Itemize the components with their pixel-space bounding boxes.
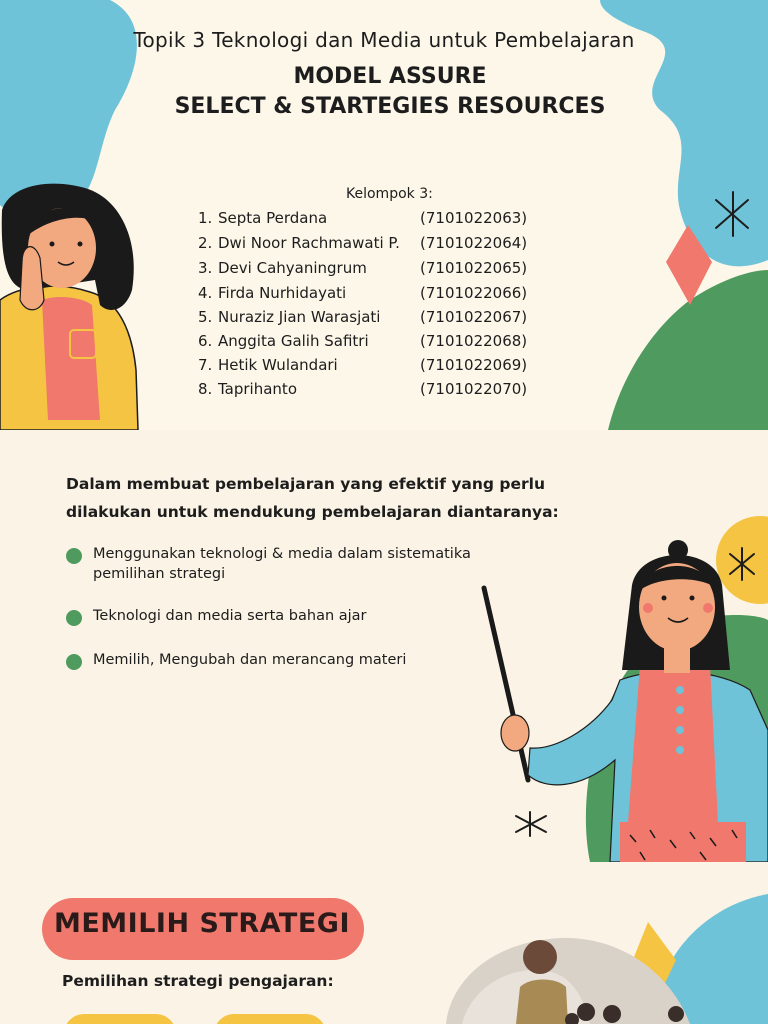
member-num: 4. [198,284,213,302]
bullet-dot-icon [66,654,82,670]
bullet-item-3 [66,650,486,670]
member-num: 1. [198,209,213,227]
member-row-1 [198,206,528,230]
member-num: 3. [198,259,213,277]
member-name: Devi Cahyaningrum [218,259,367,277]
member-name: Firda Nurhidayati [218,284,347,302]
member-nim: (7101022065) [420,259,528,277]
member-name: Anggita Galih Safitri [218,332,369,350]
bullet-dot-icon [66,610,82,626]
member-name: Septa Perdana [218,209,328,227]
slide-strategy [0,862,768,1024]
member-row-3 [198,256,528,280]
bullet-text: Teknologi dan media serta bahan ajar [93,608,367,624]
member-name: Hetik Wulandari [218,356,338,374]
member-num: 6. [198,332,213,350]
member-name: Nuraziz Jian Warasjati [218,308,381,326]
group-label: Kelompok 3: [346,186,433,202]
member-num: 5. [198,308,213,326]
member-nim: (7101022063) [420,209,528,227]
member-row-2 [198,231,528,255]
member-nim: (7101022068) [420,332,528,350]
bullet-text: Memilih, Mengubah dan merancang materi [93,652,407,668]
strategy-card-2 [214,1014,326,1024]
topic-heading: Topik 3 Teknologi dan Media untuk Pembelajaran [133,28,635,52]
member-num: 2. [198,234,213,252]
member-nim: (7101022064) [420,234,528,252]
member-row-4 [198,281,528,305]
member-num: 8. [198,380,213,398]
girl-thinking-illustration [0,184,138,430]
member-num: 7. [198,356,213,374]
title-line-2: SELECT & STARTEGIES RESOURCES [174,94,606,119]
intro-paragraph: Dalam membuat pembelajaran yang efektif yang perlu dilakukan untuk mendukung pembelajaran diantaranya: [66,475,559,521]
member-nim: (7101022069) [420,356,528,374]
member-row-7 [198,353,528,377]
member-nim: (7101022066) [420,284,528,302]
member-row-5 [198,305,528,329]
slide-intro [0,430,768,862]
member-row-8 [198,377,528,401]
bullet-item-2 [66,606,486,626]
member-nim: (7101022070) [420,380,528,398]
member-row-6 [198,329,528,353]
bullet-text: Menggunakan teknologi & media dalam sistematika pemilihan strategi [93,546,471,582]
slide-title [0,0,768,430]
bullet-item-1 [66,544,486,584]
title-line-1: MODEL ASSURE [293,64,487,89]
teacher-illustration [484,540,768,862]
member-name: Taprihanto [218,380,297,398]
member-name: Dwi Noor Rachmawati P. [218,234,400,252]
section-subheading: Pemilihan strategi pengajaran: [62,972,334,990]
strategy-card-1 [64,1014,176,1024]
member-nim: (7101022067) [420,308,528,326]
sparkle-icon [516,812,546,836]
section-heading: MEMILIH STRATEGI [54,908,350,939]
bullet-dot-icon [66,548,82,564]
